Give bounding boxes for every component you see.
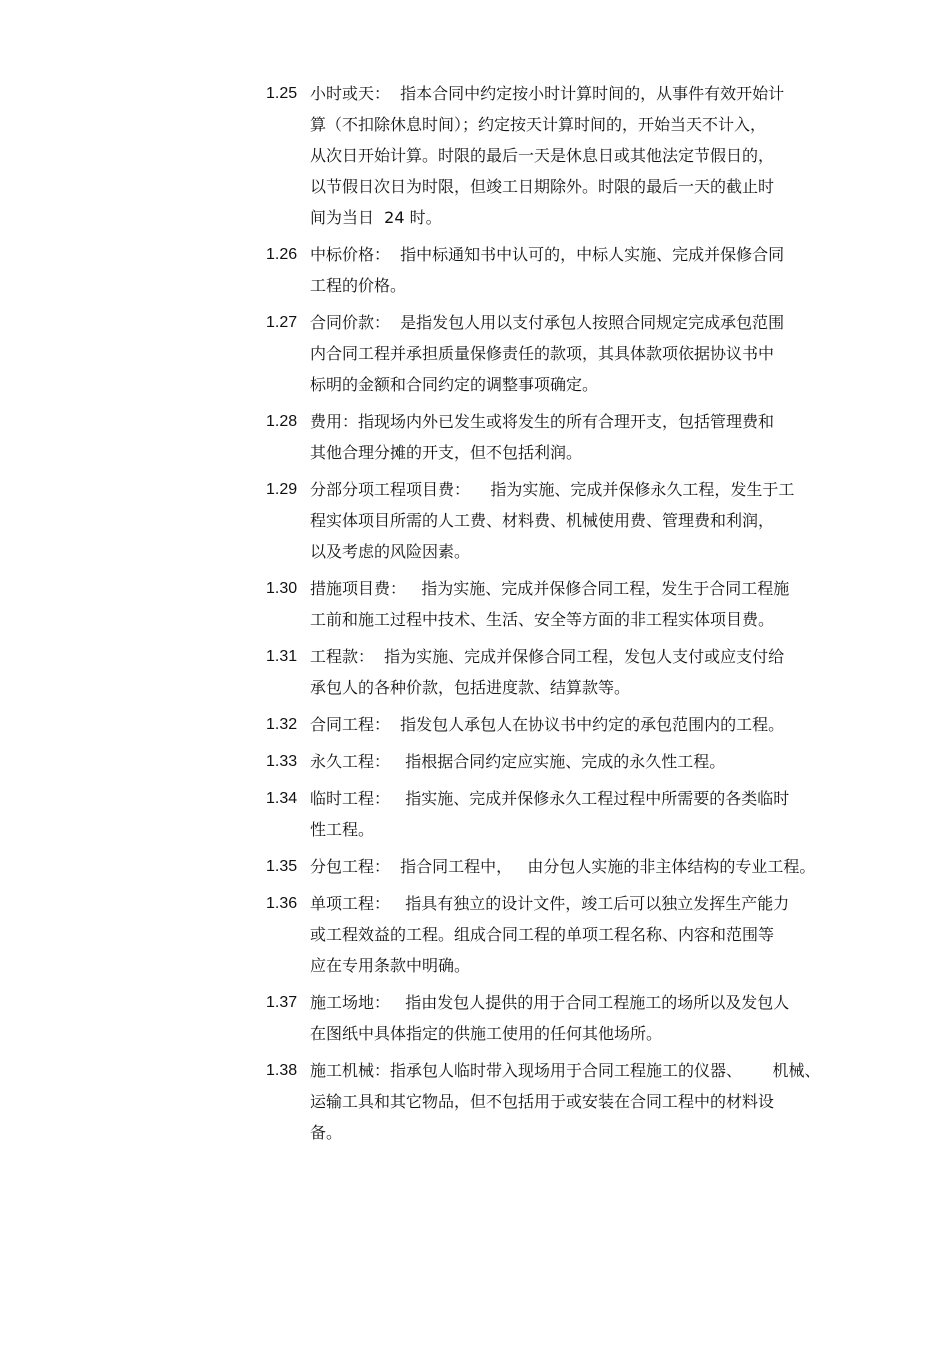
definition-text-line: 备。 <box>310 1123 343 1142</box>
definition-text-line: 以及考虑的风险因素。 <box>310 542 471 561</box>
definition-entry <box>266 573 896 635</box>
definition-text-line: 性工程。 <box>310 820 375 839</box>
clause-number: 1.25 <box>266 85 298 102</box>
clause-number: 1.32 <box>266 716 298 733</box>
clause-number: 1.38 <box>266 1062 298 1079</box>
definition-text-line: 临时工程： 指实施、完成并保修永久工程过程中所需要的各类临时 <box>310 789 790 808</box>
definition-entry <box>266 406 896 468</box>
clause-number: 1.26 <box>266 246 298 263</box>
definition-text-line: 永久工程： 指根据合同约定应实施、完成的永久性工程。 <box>310 752 726 771</box>
definition-text-line: 合同价款： 是指发包人用以支付承包人按照合同规定完成承包范围 <box>310 313 785 332</box>
definition-text-line: 施工机械：指承包人临时带入现场用于合同工程施工的仪器、 机械、 <box>310 1061 821 1080</box>
clause-number: 1.33 <box>266 753 298 770</box>
definition-text-line: 小时或天： 指本合同中约定按小时计算时间的，从事件有效开始计 <box>310 84 785 103</box>
definition-text-line: 在图纸中具体指定的供施工使用的任何其他场所。 <box>310 1024 663 1043</box>
definition-text-line: 程实体项目所需的人工费、材料费、机械使用费、管理费和利润， <box>310 511 775 530</box>
clause-number: 1.34 <box>266 790 298 807</box>
definition-text-line: 措施项目费： 指为实施、完成并保修合同工程，发生于合同工程施 <box>310 579 790 598</box>
definition-text-line: 从次日开始计算。时限的最后一天是休息日或其他法定节假日的， <box>310 146 775 165</box>
definition-entry <box>266 1055 896 1148</box>
definition-text-line: 算（不扣除休息时间）；约定按天计算时间的，开始当天不计入， <box>310 115 767 134</box>
definition-text-line: 运输工具和其它物品，但不包括用于或安装在合同工程中的材料设 <box>310 1092 775 1111</box>
definition-list <box>266 78 896 1154</box>
definition-entry <box>266 239 896 301</box>
clause-number: 1.35 <box>266 858 298 875</box>
clause-number: 1.29 <box>266 481 298 498</box>
clause-number: 1.27 <box>266 314 298 331</box>
definition-text-line: 合同工程： 指发包人承包人在协议书中约定的承包范围内的工程。 <box>310 715 785 734</box>
definition-entry <box>266 783 896 845</box>
clause-number: 1.30 <box>266 580 298 597</box>
clause-number: 1.36 <box>266 895 298 912</box>
definition-entry <box>266 474 896 567</box>
definition-entry <box>266 746 896 777</box>
definition-entry <box>266 709 896 740</box>
definition-text-line: 承包人的各种价款，包括进度款、结算款等。 <box>310 678 631 697</box>
definition-text-line: 标明的金额和合同约定的调整事项确定。 <box>310 375 599 394</box>
definition-text-line: 工程的价格。 <box>310 276 407 295</box>
definition-entry <box>266 78 896 233</box>
definition-text-line: 工程款： 指为实施、完成并保修合同工程，发包人支付或应支付给 <box>310 647 785 666</box>
definition-text-line: 工前和施工过程中技术、生活、安全等方面的非工程实体项目费。 <box>310 610 775 629</box>
clause-number: 1.31 <box>266 648 298 665</box>
definition-text-line: 其他合理分摊的开支，但不包括利润。 <box>310 443 583 462</box>
definition-text-line: 费用：指现场内外已发生或将发生的所有合理开支，包括管理费和 <box>310 412 775 431</box>
definition-text-line: 内合同工程并承担质量保修责任的款项，其具体款项依据协议书中 <box>310 344 775 363</box>
definition-entry <box>266 888 896 981</box>
definition-text-line: 间为当日 24 时。 <box>310 208 442 227</box>
definition-text-line: 以节假日次日为时限，但竣工日期除外。时限的最后一天的截止时 <box>310 177 775 196</box>
definition-text-line: 应在专用条款中明确。 <box>310 956 471 975</box>
definition-entry <box>266 307 896 400</box>
definition-text-line: 施工场地： 指由发包人提供的用于合同工程施工的场所以及发包人 <box>310 993 790 1012</box>
definition-text-line: 分包工程： 指合同工程中， 由分包人实施的非主体结构的专业工程。 <box>310 857 816 876</box>
definition-entry <box>266 987 896 1049</box>
definition-text-line: 单项工程： 指具有独立的设计文件，竣工后可以独立发挥生产能力 <box>310 894 790 913</box>
definition-text-line: 或工程效益的工程。组成合同工程的单项工程名称、内容和范围等 <box>310 925 775 944</box>
clause-number: 1.28 <box>266 413 298 430</box>
definition-entry <box>266 641 896 703</box>
definition-text-line: 分部分项工程项目费： 指为实施、完成并保修永久工程，发生于工 <box>310 480 795 499</box>
definition-text-line: 中标价格： 指中标通知书中认可的，中标人实施、完成并保修合同 <box>310 245 785 264</box>
definition-entry <box>266 851 896 882</box>
clause-number: 1.37 <box>266 994 298 1011</box>
